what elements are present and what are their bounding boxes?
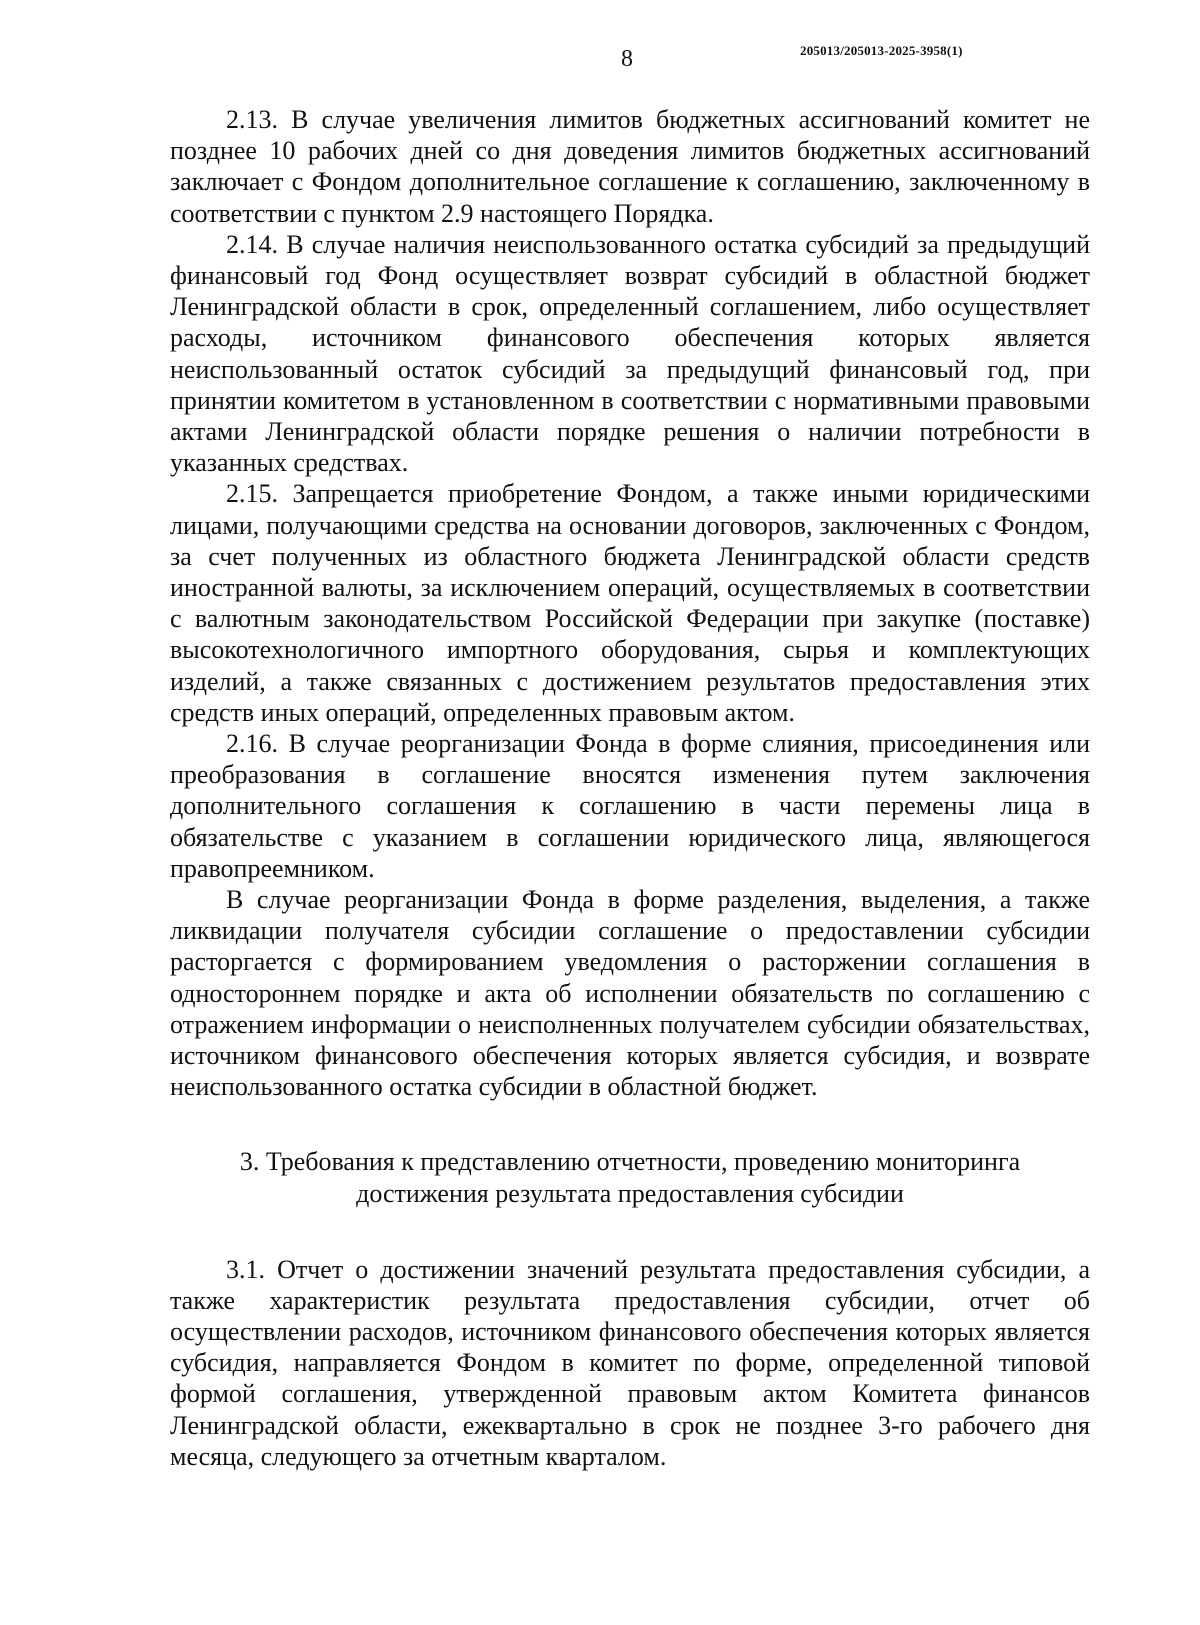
paragraph-3-1: 3.1. Отчет о достижении значений результата предоставления субсидии, а также характеристик результата предоставления субсидии, отчет об осуществлении расходов, источником финансового обеспечения которых является субсидия, направляется Фондом в комитет по форме, определенной типовой формой соглашения, утвержденной правовым актом Комитета финансов Ленинградской области, ежеквартально в срок не позднее 3-го рабочего дня месяца, следующего за отчетным кварталом. xyxy=(170,1254,1090,1471)
paragraph-2-13: 2.13. В случае увеличения лимитов бюджетных ассигнований комитет не позднее 10 рабочих дней со дня доведения лимитов бюджетных ассигнований заключает с Фондом дополнительное соглашение к соглашению, заключенному в соответствии с пунктом 2.9 настоящего Порядка. xyxy=(170,105,1090,228)
section-3-heading-line-1: 3. Требования к представлению отчетности, проведению мониторинга xyxy=(239,1146,1021,1176)
paragraph-2-16-continued: В случае реорганизации Фонда в форме разделения, выделения, а также ликвидации получателя субсидии соглашение о предоставлении субсидии расторгается с формированием уведомления о расторжении соглашения в одностороннем порядке и акта об исполнении обязательств по соглашению с отражением информации о неисполненных получателем субсидии обязательствах, источником финансового обеспечения которых является субсидия, и возврате неиспользованного остатка субсидии в областной бюджет. xyxy=(170,885,1090,1102)
document-id: 205013/205013-2025-3958(1) xyxy=(800,43,963,58)
paragraph-2-16: 2.16. В случае реорганизации Фонда в форме слияния, присоединения или преобразования в соглашение вносятся изменения путем заключения дополнительного соглашения к соглашению в части перемены лица в обязательстве с указанием в соглашении юридического лица, являющегося правопреемником. xyxy=(170,729,1090,883)
paragraph-2-15: 2.15. Запрещается приобретение Фондом, а также иными юридическими лицами, получающими средства на основании договоров, заключенных с Фондом, за счет полученных из областного бюджета Ленинградской области средств иностранной валюты, за исключением операций, осуществляемых в соответствии с валютным законодательством Российской Федерации при закупке (поставке) высокотехнологичного импортного оборудования, сырья и комплектующих изделий, а также связанных с достижением результатов предоставления этих средств иных операций, определенных правовым актом. xyxy=(170,479,1090,727)
section-3-heading xyxy=(170,1146,1090,1210)
document-body xyxy=(170,104,1090,1472)
section-3-heading-line-2: достижения результата предоставления субсидии xyxy=(356,1178,904,1208)
page-number: 8 xyxy=(621,46,633,72)
paragraph-2-14: 2.14. В случае наличия неиспользованного остатка субсидий за предыдущий финансовый год Фонд осуществляет возврат субсидий в областной бюджет Ленинградской области в срок, определенный соглашением, либо осуществляет расходы, источником финансового обеспечения которых является неиспользованный остаток субсидий за предыдущий финансовый год, при принятии комитетом в установленном в соответствии с нормативными правовыми актами Ленинградской области порядке решения о наличии потребности в указанных средствах. xyxy=(170,229,1090,478)
